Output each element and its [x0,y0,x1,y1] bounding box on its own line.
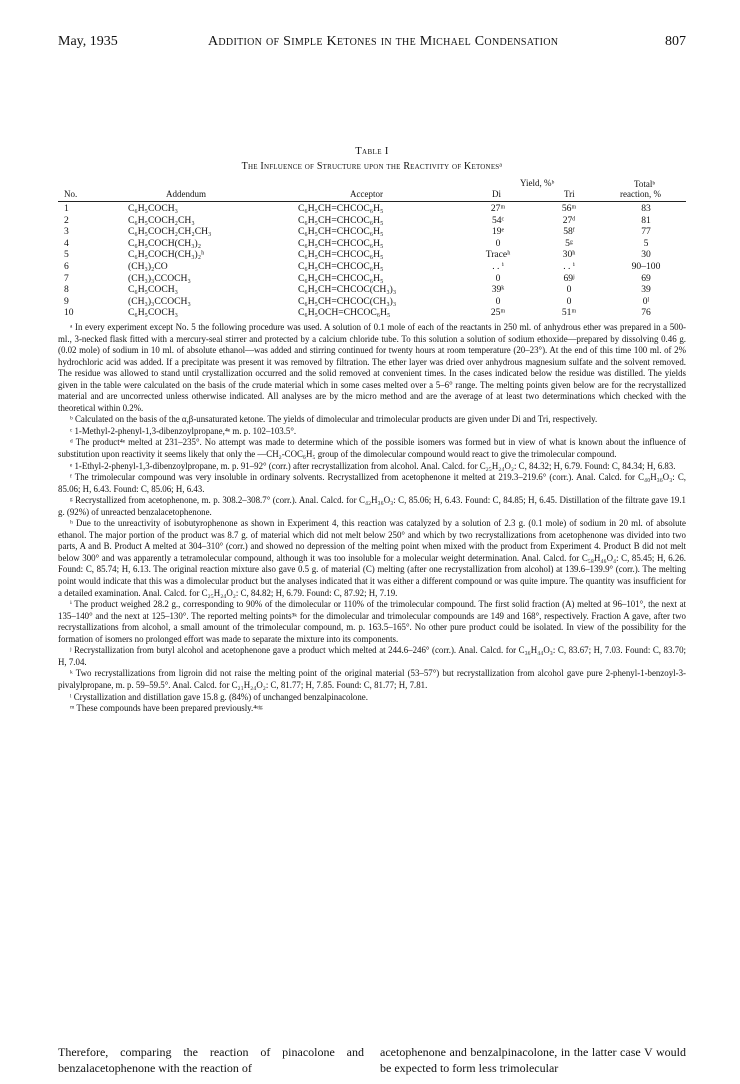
cell-total: 0ˡ [642,295,650,307]
cell-tri: 27ᵈ [562,214,576,226]
cell-no: 1 [64,203,69,214]
cell-addendum: C₆H₅COCH(CH₃)₂ʰ [128,249,205,261]
table-caption: Table I [355,146,389,157]
header-total-1: Totalᵇ [634,179,656,189]
cell-no: 8 [64,284,69,296]
table-footnotes [58,322,686,715]
cell-acceptor: C₆H₅CH=CHCOC(CH₃)₃ [298,284,397,296]
cell-di: Traceʰ [485,249,511,261]
header-tri: Tri [564,189,575,199]
header-yield: Yield, %ᵇ [520,178,555,188]
footnote: ˡ Crystallization and distillation gave 15.8 g. (84%) of unchanged benzalpinacolone. [70,691,368,702]
table-row [58,203,686,215]
cell-tri: . . ⁱ [563,260,575,272]
cell-total: 90–100 [631,260,661,272]
cell-addendum: (CH₃)₂CO [128,260,168,272]
running-header [58,34,686,54]
table-row [58,215,686,227]
header-no: No. [64,189,78,199]
cell-tri: 58ᶠ [563,226,575,238]
header-acceptor: Acceptor [350,189,383,199]
table-header [58,175,686,201]
table-body [58,203,686,319]
cell-addendum: C₆H₅COCH₃ [128,203,179,214]
cell-acceptor: C₆H₅CH=CHCOC₆H₅ [298,203,384,214]
cell-tri: 5ᵍ [565,237,573,249]
cell-total: 76 [641,307,651,319]
cell-di: 39ᵏ [491,284,505,296]
header-addendum: Addendum [166,189,206,199]
footnote: ᵃ In every experiment except No. 5 the following procedure was used. A solution of 0.1 mole of each of the reactants in 250 ml. of anhydrous ether was prepared in a 500-ml., 3-necked flask fitted with a mercury-seal stirrer and protected by a calcium chloride tube. To this solution a solution of sodium ethoxide—prepared by dissolving 0.46 g. (0.02 mole) of sodium in 10 ml. of absolute ethanol—was added and stirring continued for twenty hours at room temperature (20–23°). At the end of this time 100 ml. of 2% hydrochloric acid was added. If a precipitate was present it was removed by filtration. The ether layer was dried over anhydrous magnesium sulfate and the solvent removed. The residue was allowed to stand until crystallization occurred and the solid removed at convenient times. In the cases indicated below the residue was distilled. The yields given in the table were calculated on the basis of the crude material which in some cases melted over a 5–6° range. The melting points given below are for the recrystallized material and are uncorrected unless otherwise indicated. All analyses are by the micro method and are the average of at least two determinations which checked with the theoretical within 0.2%. [58,322,686,413]
cell-acceptor: C₆H₅CH=CHCOC(CH₃)₃ [298,295,397,307]
footnote: ᵏ Two recrystallizations from ligroin did not raise the melting point of the original material (53–57°) but recrystallization from alcohol gave pure 2-phenyl-1-benzoyl-3-pivalylpropane, m. p. 59–59.5°. Anal. Calcd. for C₂₁H₂₄O₂: C, 81.77; H, 7.85. Found: C, 81.77; H, 7.81. [58,668,686,690]
footnote: ᶠ The trimolecular compound was very insoluble in ordinary solvents. Recrystallized from acetophenone it melted at 219.3–219.6° (corr.). Anal. Calcd. for C₄₀H₃₆O₃: C, 85.06; H, 6.43. Found: C, 85.06; H, 6.43. [58,472,686,494]
cell-addendum: C₆H₅COCH₃ [128,284,179,296]
cell-no: 3 [64,226,69,238]
cell-acceptor: C₆H₅CH=CHCOC₆H₅ [298,272,384,284]
cell-di: 0 [495,237,501,249]
cell-acceptor: C₆H₅CH=CHCOC₆H₅ [298,226,384,238]
footnote: ʲ Recrystallization from butyl alcohol and acetophenone gave a product which melted at 244.6–246° (corr.). Anal. Calcd. for C₃₆H₄₄O₃: C, 83.67; H, 7.03. Found: C, 83.70; H, 7.04. [58,645,686,667]
body-column-left: Therefore, comparing the reaction of pinacolone and benzalacetophenone with the reaction of [58,1045,364,1075]
cell-tri: 30ʰ [562,249,576,261]
cell-acceptor: C₆H₅OCH=CHCOC₆H₅ [298,307,391,319]
cell-total: 83 [641,203,651,214]
cell-total: 69 [641,272,651,284]
table-row [58,249,686,261]
header-date: May, 1935 [58,34,118,49]
cell-addendum: C₆H₅COCH₃ [128,307,179,319]
cell-acceptor: C₆H₅CH=CHCOC₆H₅ [298,237,384,249]
table-rule [58,201,686,202]
cell-no: 10 [64,307,74,319]
table-row [58,261,686,273]
body-column-right: acetophenone and benzalpinacolone, in the latter case V would be expected to form less trimolecular [380,1045,686,1075]
header-total-2: reaction, % [620,189,661,199]
cell-tri: 69ʲ [563,272,575,284]
cell-di: 19ᵉ [491,226,505,238]
table-row [58,238,686,250]
cell-addendum: C₆H₅COCH(CH₃)₂ [128,237,202,249]
cell-acceptor: C₆H₅CH=CHCOC₆H₅ [298,214,384,226]
footnote: ⁱ The product weighed 28.2 g., corresponding to 90% of the dimolecular or 110% of the trimolecular compound. The first solid fraction (A) melted at 96–101°, the next at 135–140° and the next at 125–130°. The reported melting points³ᵏ for the dimolecular and trimolecular compounds are 149 and 168°, respectively. Fraction A gave, after two recrystallizations from alcohol, a small amount of the trimolecular compound, m. p. 163.5–165°. No other pure product could be isolated. In view of the possibility for the formation of isomers no prolonged effort was made to separate the mixture into its components. [58,599,686,644]
cell-acceptor: C₆H₅CH=CHCOC₆H₅ [298,249,384,261]
cell-addendum: C₆H₅COCH₂CH₂CH₃ [128,226,212,238]
cell-total: 77 [641,226,651,238]
table-row [58,307,686,319]
table-row [58,284,686,296]
header-title: Addition of Simple Ketones in the Michael Condensation [208,34,559,49]
cell-di: . . ⁱ [492,260,504,272]
cell-addendum: C₆H₅COCH₂CH₃ [128,214,195,226]
table-subtitle: The Influence of Structure upon the Reactivity of Ketonesᵃ [241,161,503,172]
cell-tri: 0 [566,295,572,307]
table-row [58,273,686,285]
cell-total: 30 [641,249,651,261]
cell-no: 5 [64,249,69,261]
cell-no: 7 [64,272,69,284]
cell-total: 39 [641,284,651,296]
cell-tri: 0 [566,284,572,296]
cell-no: 9 [64,295,69,307]
cell-addendum: (CH₃)₃CCOCH₃ [128,272,191,284]
table-row [58,226,686,238]
cell-total: 81 [641,214,651,226]
cell-acceptor: C₆H₅CH=CHCOC₆H₅ [298,260,384,272]
footnote: ᶜ 1-Methyl-2-phenyl-1,3-dibenzoylpropane,⁴ᵉ m. p. 102–103.5°. [70,425,297,436]
footnote: ʰ Due to the unreactivity of isobutyrophenone as shown in Experiment 4, this reaction was catalyzed by a solution of 2.3 g. (0.1 mole) of sodium in 20 ml. of absolute ethanol. The major portion of the product was 8.7 g. of material which did not melt below 250° and which by two recrystallizations from acetophenone was divided into two parts, A and B. Product A melted at 304–310° (corr.) and showed no depression of the melting point when mixed with the product from Experiment 4. Product B did not melt below 300° and was apparently a tetramolecular compound, although it was too insoluble for a molecular weight determination. Anal. Calcd. for C₅₈H₄₆O₄: C, 85.45; H, 6.26. Found: C, 85.74; H, 6.13. The original reaction mixture also gave 0.5 g. of material (C) melting (after one recrystallization from alcohol) at 139.6–139.9° (corr.). The melting point would indicate that this was a dimolecular product but the analyses indicated that it was either a different compound or was quite impure. The quantity was insufficient for a detailed examination. Anal. Calcd. for C₂₅H₂₄O₂: C, 84.82; H, 6.79. Found: C, 87.92; H, 7.19. [58,518,686,598]
footnote: ᵉ 1-Ethyl-2-phenyl-1,3-dibenzoylpropane, m. p. 91–92° (corr.) after recrystallization from alcohol. Anal. Calcd. for C₂₅H₂₄O₂: C, 84.32; H, 6.79. Found: C, 84.34; H, 6.83. [70,460,676,471]
footnote: ᵈ The product⁴ᵉ melted at 231–235°. No attempt was made to determine which of the possible isomers was formed but in view of what is known about the influence of substitution upon reactivity it seems likely that only the —CH₂-COC₆H₅ group of the dimolecular compound would react to give the trimolecular compound. [58,437,686,460]
footnote: ᵇ Calculated on the basis of the α,β-unsaturated ketone. The yields of dimolecular and trimolecular products are given under Di and Tri, respectively. [70,414,598,425]
footnote: ᵍ Recrystallized from acetophenone, m. p. 308.2–308.7° (corr.). Anal. Calcd. for C₄₂H₃₆O₃: C, 85.06; H, 6.43. Found: C, 84.85; H, 6.45. Distillation of the filtrate gave 19.1 g. (92%) of unreacted benzalacetophenone. [58,495,686,517]
cell-no: 4 [64,237,69,249]
table-row [58,296,686,308]
cell-total: 5 [643,237,649,249]
cell-no: 2 [64,214,69,226]
cell-di: 54ᶜ [491,214,505,226]
cell-no: 6 [64,260,69,272]
cell-di: 27ᵐ [490,203,506,214]
cell-tri: 56ᵐ [561,203,577,214]
cell-di: 25ᵐ [490,307,506,319]
cell-addendum: (CH₃)₃CCOCH₃ [128,295,191,307]
cell-tri: 51ᵐ [561,307,577,319]
cell-di: 0 [495,295,501,307]
cell-di: 0 [495,272,501,284]
header-di: Di [492,189,501,199]
page-number: 807 [665,34,686,49]
footnote: ᵐ These compounds have been prepared previously.⁴ᵉʲᵍ [70,703,263,714]
